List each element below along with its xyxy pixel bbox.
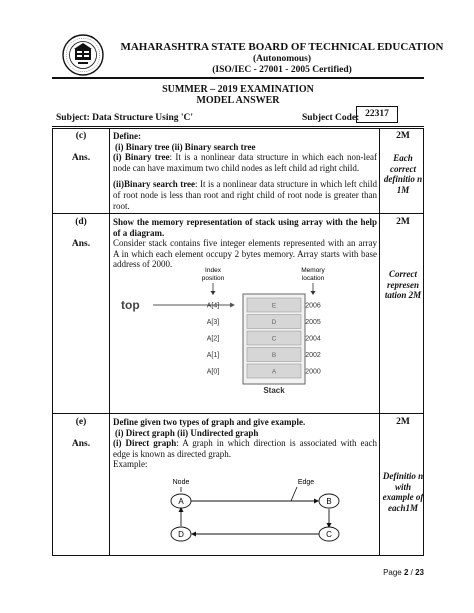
stack-slot-value: C [271, 335, 277, 343]
subject-rule [52, 126, 424, 127]
memory-label: Memory [301, 267, 325, 274]
stack-slot-index: A[1] [206, 352, 220, 359]
stack-slot-index: A[0] [206, 368, 220, 376]
definition: : It is a nonlinear data structure in which left child of root node is less than root and right child of root node is greater than root. [113, 179, 377, 211]
page-separator: / [408, 568, 416, 577]
arrow-head-icon [211, 291, 216, 295]
definition: : It is a nonlinear data structure in which each non-leaf node can have maximum two child nodes as left child ad right child. [113, 152, 377, 173]
stack-slot-value: A [271, 368, 277, 376]
edge-pointer [291, 487, 297, 501]
question-text: Show the memory representation of stack using array with the help of a diagram. [113, 217, 377, 238]
board-title: MAHARASHTRA STATE BOARD OF TECHNICAL EDUCATION [120, 41, 444, 53]
example-label: Example: [113, 459, 148, 470]
graph-node-label: C [326, 530, 332, 539]
graph-node-label: B [326, 497, 332, 506]
stack-slot-address: 2005 [305, 319, 321, 326]
term: (i) Binary tree [113, 152, 170, 163]
question-subparts: (i) Binary tree (ii) Binary search tree [115, 141, 256, 152]
question-text: Define given two types of graph and give example. [113, 417, 306, 427]
exam-title: SUMMER – 2019 EXAMINATION [162, 84, 314, 95]
row-divider [53, 213, 423, 214]
stack-slot-index: A[3] [206, 319, 220, 326]
stack-slot-address: 2002 [305, 352, 321, 359]
directed-graph-diagram [113, 474, 377, 554]
answer-label: Ans. [71, 239, 91, 249]
page-total: 23 [415, 568, 424, 577]
answer-label: Ans. [71, 153, 91, 163]
marking-criteria: Definitio n with example of each1M [382, 471, 424, 513]
index-label: Index [205, 267, 221, 274]
question-number: (c) [75, 131, 87, 141]
question-text: Define: [113, 131, 141, 141]
stack-slot-index: A[2] [206, 335, 220, 343]
term: (ii)Binary search tree [113, 179, 196, 190]
arrow-head-icon [191, 532, 196, 537]
page-current: 2 [403, 568, 409, 577]
question-e-body [113, 417, 377, 470]
answer-label: Ans. [71, 439, 91, 449]
stack-slot-value: B [271, 352, 277, 359]
autonomous-label: (Autonomous) [252, 54, 312, 64]
column-divider [109, 129, 110, 555]
marking-criteria: Correct represen tation 2M [384, 269, 422, 301]
subject-code-label: Subject Code: [302, 113, 360, 123]
stack-slot-value: E [271, 302, 277, 310]
marks: 2M [396, 217, 410, 227]
subject-code-box: 22317 [356, 106, 398, 123]
marking-criteria: Each correct definitio n 1M [383, 153, 423, 195]
msbte-logo [62, 34, 104, 76]
stack-slot-value: D [271, 319, 277, 326]
graph-node-label: A [178, 497, 184, 506]
model-answer-title: MODEL ANSWER [196, 95, 280, 106]
page-number [383, 568, 424, 577]
answer-paragraph [113, 179, 377, 211]
arrow-head-icon [311, 291, 316, 295]
question-c-body [113, 131, 377, 211]
arrow-head-icon [230, 303, 235, 308]
graph-node-label: D [178, 530, 184, 539]
question-d-body [113, 217, 377, 270]
definition: : A graph in which direction is associated with each edge is known as directed graph. [113, 438, 378, 459]
question-number: (e) [75, 417, 87, 427]
term: (i) Direct graph [113, 438, 177, 449]
stack-memory-diagram [113, 265, 377, 395]
stack-label: Stack [263, 386, 285, 395]
stack-slot-address: 2000 [305, 368, 321, 376]
position-label: position [201, 275, 225, 282]
node-label: Node [172, 479, 190, 486]
stack-slot-index: A[4] [206, 302, 220, 310]
marks: 2M [396, 131, 410, 141]
marks: 2M [396, 417, 410, 427]
question-subparts: (i) Direct graph (ii) Undirected graph [115, 427, 259, 438]
arrow-head-icon [314, 499, 319, 504]
answer-paragraph [113, 438, 377, 459]
answer-paragraph [113, 152, 377, 173]
edge-label: Edge [297, 479, 315, 486]
column-divider [379, 129, 380, 555]
page-prefix: Page [383, 568, 404, 577]
question-number: (d) [75, 217, 87, 227]
stack-slot-address: 2004 [305, 335, 321, 343]
row-divider [53, 413, 423, 414]
answer-paragraph: Consider stack contains five integer elements represented with an array A in which each element occupy 2 bytes memory. Array starts with base address of 2000. [113, 238, 377, 270]
subject-name: Subject: Data Structure Using 'C' [56, 113, 194, 123]
location-label: location [301, 275, 325, 282]
answer-table [52, 128, 424, 556]
header-rule [52, 77, 424, 79]
stack-slot-address: 2006 [305, 302, 321, 310]
top-label: top [121, 298, 140, 312]
iso-certification: (ISO/IEC - 27001 - 2005 Certified) [212, 65, 352, 75]
